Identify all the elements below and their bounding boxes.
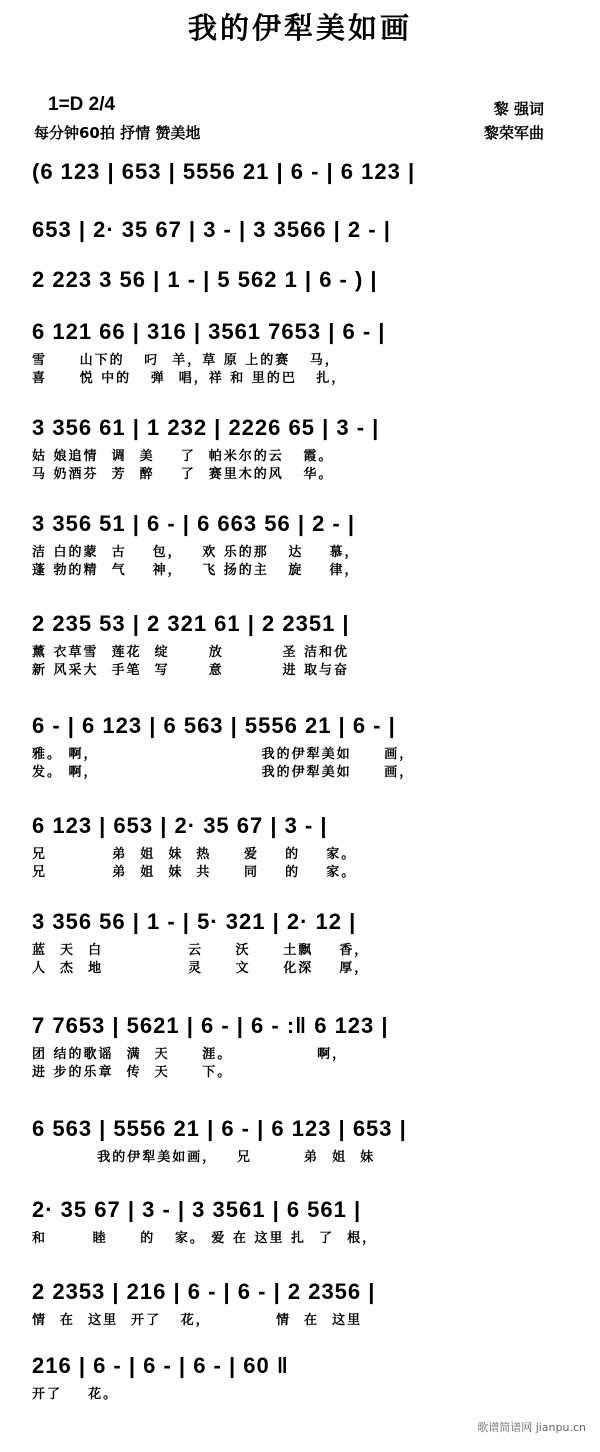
lyrics-verse-2: 兄 弟 姐 妹 共 同 的 家。 [32,865,357,880]
lyrics-verse-1: 团 结的歌谣 满 天 涯。 啊， [32,1047,348,1062]
notation-line: 6 - | 6 123 | 6 563 | 5556 21 | 6 - | [32,713,396,738]
notation-line: 2 223 3 56 | 1 - | 5 562 1 | 6 - ) | [32,267,378,292]
lyrics-verse-2: 马 奶酒芬 芳 醉 了 赛里木的风 华。 [32,467,334,482]
notation-line: 2 2353 | 216 | 6 - | 6 - | 2 2356 | [32,1279,376,1304]
notation-line: 6 123 | 653 | 2· 35 67 | 3 - | [32,813,328,838]
notation-line: 7 7653 | 5621 | 6 - | 6 - :‖ 6 123 | [32,1013,389,1038]
notation-line: 3 356 51 | 6 - | 6 663 56 | 2 - | [32,511,356,536]
notation-line: 653 | 2· 35 67 | 3 - | 3 3566 | 2 - | [32,217,391,242]
lyrics-verse-1: 情 在 这里 开了 花， 情 在 这里 [32,1313,363,1328]
lyrics-verse-2: 人 杰 地 灵 文 化深 厚， [32,961,370,976]
tempo-mood: 每分钟60拍 抒情 赞美地 [34,124,201,142]
lyrics-verse-1: 雪 山下的 叼 羊，草 原 上的赛 马， [32,353,340,368]
notation-line: 2 235 53 | 2 321 61 | 2 2351 | [32,611,350,636]
lyrics-verse-2: 发。 啊， 我的伊犁美如 画， [32,765,415,780]
composer-credit: 黎荣军曲 [483,124,544,142]
score-system [0,414,600,514]
lyrics-verse-1: 蓝 天 白 云 沃 土飘 香， [32,943,370,958]
lyrics-verse-1: 兄 弟 姐 妹 热 爱 的 家。 [32,847,357,862]
lyrics-verse-1: 开了 花。 [32,1387,119,1402]
notation-line: 216 | 6 - | 6 - | 6 - | 60 ‖ [32,1353,289,1378]
lyrics-verse-2: 进 步的乐章 传 天 下。 [32,1065,233,1080]
lyricist-credit: 黎 强词 [493,100,544,118]
lyrics-verse-2: 新 风采大 手笔 写 意 进 取与奋 [32,663,350,678]
lyrics-verse-1: 雅。 啊， 我的伊犁美如 画， [32,747,415,762]
notation-line: 3 356 61 | 1 232 | 2226 65 | 3 - | [32,415,380,440]
notation-line: 6 563 | 5556 21 | 6 - | 6 123 | 653 | [32,1116,407,1141]
score-system [0,712,600,812]
notation-line: 3 356 56 | 1 - | 5· 321 | 2· 12 | [32,909,357,934]
score-system [0,510,600,610]
notation-line: 6 121 66 | 316 | 3561 7653 | 6 - | [32,319,386,344]
score-system [0,908,600,1008]
notation-line: 2· 35 67 | 3 - | 3 3561 | 6 561 | [32,1197,362,1222]
score-system [0,1012,600,1112]
lyrics-verse-2: 蓬 勃的精 气 神， 飞 扬的主 旋 律， [32,563,360,578]
page-title: 我的伊犁美如画 [187,11,412,45]
lyrics-verse-1: 洁 白的蒙 古 包， 欢 乐的那 达 慕， [32,545,360,560]
score-system [0,1352,600,1452]
lyrics-verse-1: 姑 娘追情 调 美 了 帕米尔的云 霞。 [32,449,334,464]
lyrics-verse-1: 薰 衣草雪 莲花 绽 放 圣 洁和优 [32,645,350,660]
score-system [0,610,600,710]
score-system [0,812,600,912]
lyrics-verse-1: 我的伊犁美如画， 兄 弟 姐 妹 [32,1150,376,1165]
key-time-signature: 1=D 2/4 [48,94,116,115]
watermark: 歌谱简谱网 jianpu.cn [477,1421,586,1434]
notation-line: (6 123 | 653 | 5556 21 | 6 - | 6 123 | [32,159,416,184]
lyrics-verse-2: 喜 悦 中的 弹 唱，祥 和 里的巴 扎， [32,371,347,386]
lyrics-verse-1: 和 睦 的 家。 爱 在 这里 扎 了 根， [32,1231,378,1246]
score-system [0,318,600,418]
